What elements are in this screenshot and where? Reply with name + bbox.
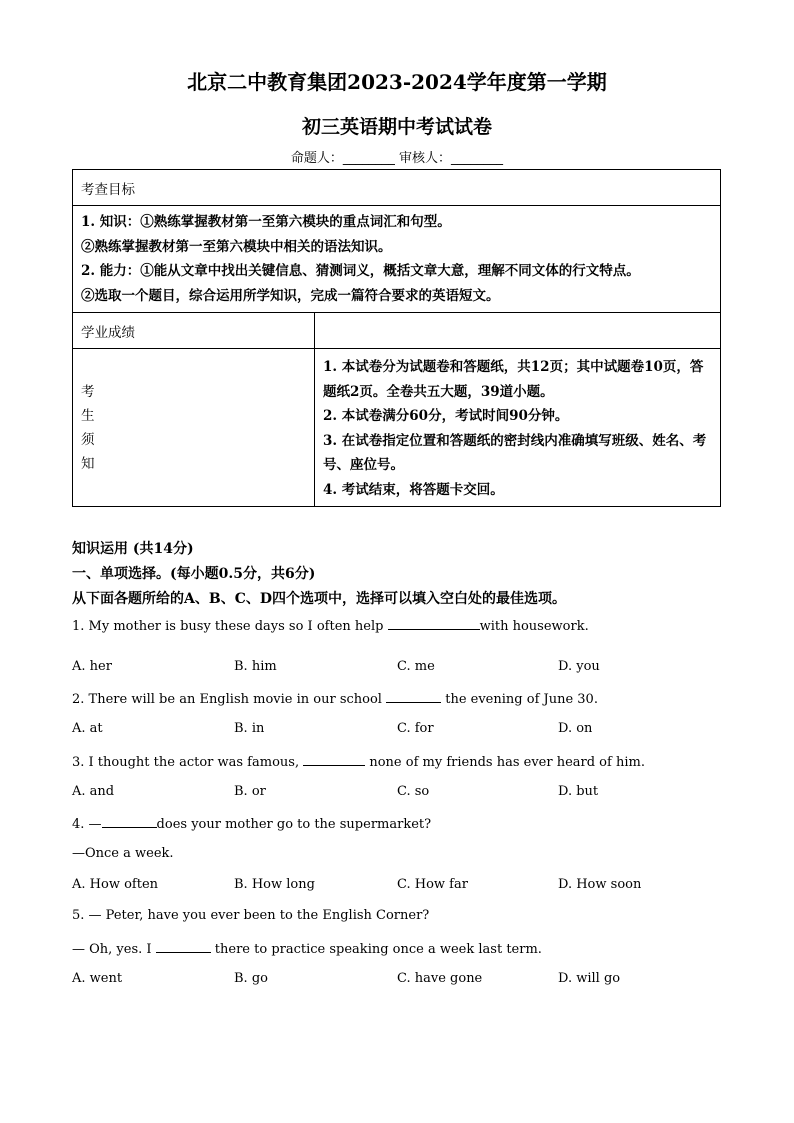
goal-line: ②熟练掌握教材第一至第六模块中相关的语法知识。 [81, 238, 392, 255]
option-a: A. went [72, 971, 123, 986]
question-4: 4. — does your mother go to the supermarket? [72, 817, 432, 832]
goal-header: 考查目标 [73, 170, 721, 206]
option-a: A. at [72, 721, 103, 736]
option-a: A. and [72, 784, 115, 799]
question-3: 3. I thought the actor was famous, none of my friends has ever heard of him. [72, 755, 645, 770]
option-b: B. him [234, 659, 277, 674]
option-b: B. How long [234, 877, 315, 892]
option-a: A. her [72, 659, 112, 674]
option-b: B. or [234, 784, 266, 799]
notice-content [315, 349, 721, 507]
notice-line: 2. 本试卷满分60分，考试时间90分钟。 [323, 408, 569, 424]
exam-author-line: 命题人：________ 审核人：________ [290, 151, 504, 166]
section-title: 知识运用 (共14分) [72, 541, 194, 557]
option-d: D. on [558, 721, 593, 736]
option-c: C. for [397, 721, 434, 736]
question-1: 1. My mother is busy these days so I often help with housework. [72, 619, 589, 634]
notice-char: 生 [81, 407, 95, 424]
notice-line: 1. 本试卷分为试题卷和答题纸，共12页；其中试题卷10页，答题纸2页。全卷共五大题，39道小题。 [323, 359, 704, 400]
notice-label [73, 349, 315, 507]
option-a: A. How often [72, 877, 159, 892]
exam-info-table [72, 169, 721, 507]
exam-title-line1: 北京二中教育集团2023-2024学年度第一学期 [187, 70, 607, 94]
option-c: C. so [397, 784, 430, 799]
exam-title-line2: 初三英语期中考试试卷 [301, 116, 492, 138]
option-d: D. but [558, 784, 599, 799]
answer-blank [388, 617, 480, 630]
answer-blank [156, 940, 211, 953]
goal-line: ②选取一个题目，综合运用所学知识，完成一篇符合要求的英语短文。 [81, 287, 500, 304]
notice-char: 知 [81, 455, 95, 472]
score-header: 学业成绩 [73, 313, 315, 349]
question-4-reply: —Once a week. [72, 846, 174, 861]
answer-blank [102, 815, 157, 828]
goal-line: 2. 能力：①能从文章中找出关键信息、猜测词义，概括文章大意，理解不同文体的行文特点。 [81, 263, 640, 279]
option-c: C. have gone [397, 971, 483, 986]
goal-line: 1. 知识：①熟练掌握教材第一至第六模块的重点词汇和句型。 [81, 214, 451, 230]
answer-blank [303, 753, 365, 766]
question-5: 5. — Peter, have you ever been to the English Corner? [72, 908, 430, 923]
goal-content [73, 206, 721, 313]
score-cell [315, 313, 721, 349]
answer-blank [386, 690, 441, 703]
notice-char: 须 [81, 431, 95, 448]
option-b: B. go [234, 971, 268, 986]
question-5-reply: — Oh, yes. I there to practice speaking once a week last term. [72, 942, 542, 957]
option-d: D. How soon [558, 877, 642, 892]
option-d: D. will go [558, 971, 621, 986]
option-b: B. in [234, 721, 265, 736]
option-c: C. me [397, 659, 435, 674]
option-d: D. you [558, 659, 600, 674]
notice-line: 4. 考试结束，将答题卡交回。 [323, 481, 504, 498]
question-2: 2. There will be an English movie in our school the evening of June 30. [72, 692, 598, 707]
notice-line: 3. 在试卷指定位置和答题纸的密封线内准确填写班级、姓名、考号、座位号。 [323, 432, 707, 473]
part1-title: 一、单项选择。(每小题0.5分，共6分) [72, 566, 316, 582]
part1-instruction: 从下面各题所给的A、B、C、D四个选项中，选择可以填入空白处的最佳选项。 [72, 591, 566, 607]
notice-char: 考 [81, 383, 95, 400]
option-c: C. How far [397, 877, 468, 892]
